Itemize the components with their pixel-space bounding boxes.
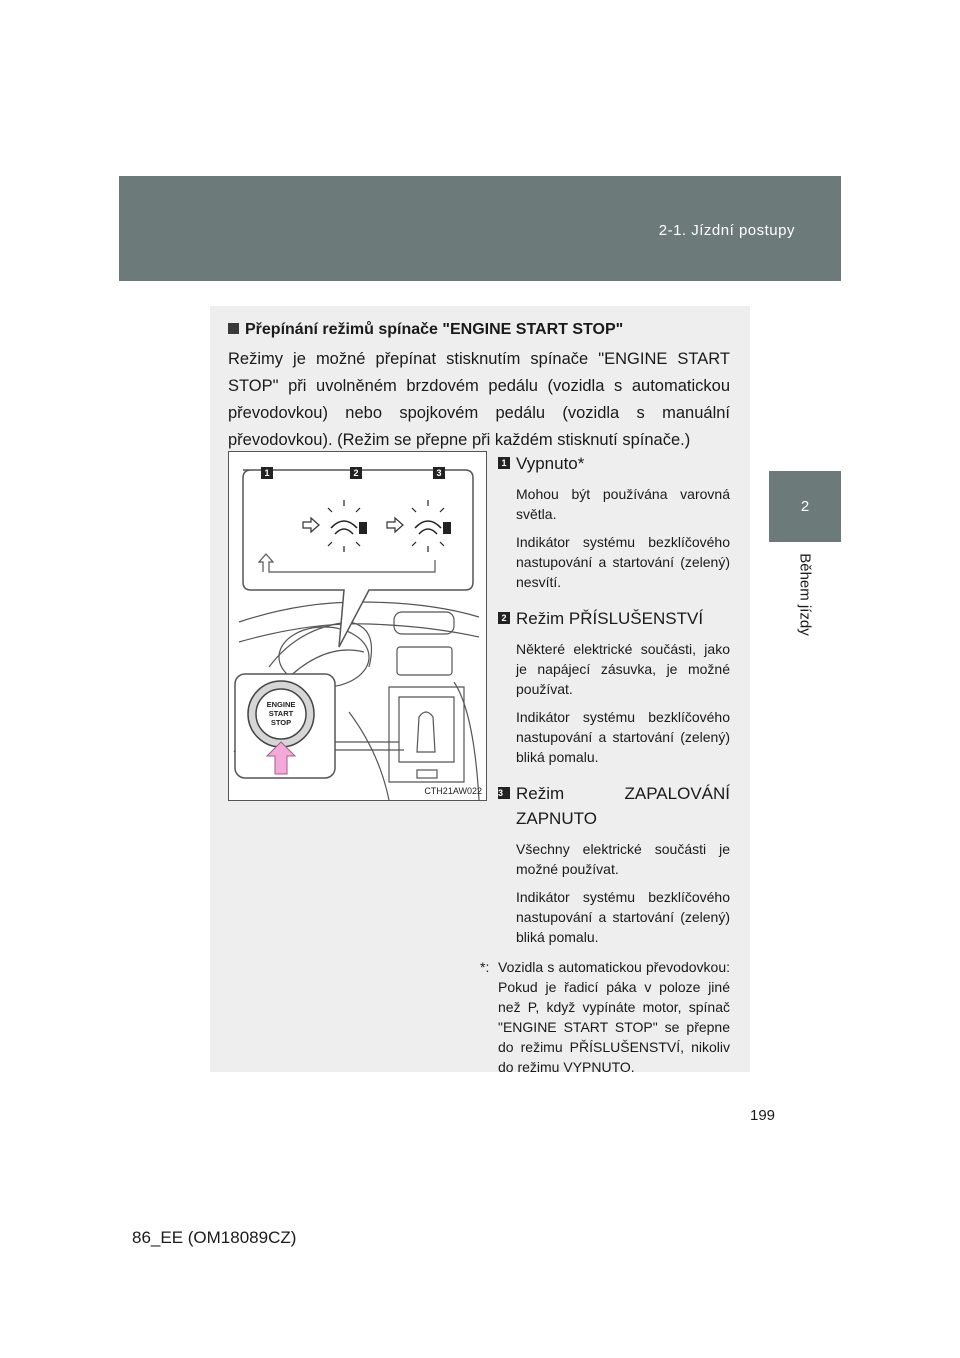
mode-desc: Indikátor systému bezklíčového nastupování a startování (zelený) nesvítí. bbox=[516, 534, 730, 590]
figure-badge-1: 1 bbox=[261, 467, 273, 479]
dashboard-illustration bbox=[228, 451, 487, 801]
footnote-text: Vozidla s automatickou převodovkou: Pokud je řadicí páka v poloze jiné než P, když vypínáte motor, spínač "ENGINE START STOP" se přepne do režimu PŘÍSLUŠENSTVÍ, nikoliv do režimu VYPNUTO. bbox=[498, 959, 730, 1075]
mode-badge: 2 bbox=[498, 612, 510, 624]
footnote-mark: *: bbox=[480, 959, 490, 975]
section-heading-text: Přepínání režimů spínače "ENGINE START STOP" bbox=[245, 321, 624, 338]
mode-accessory bbox=[498, 606, 730, 767]
mode-badge: 3 bbox=[498, 787, 510, 799]
mode-title: Režim ZAPALOVÁNÍ ZAPNUTO bbox=[516, 784, 730, 828]
content-panel bbox=[210, 306, 750, 1075]
mode-title: Vypnuto* bbox=[516, 454, 585, 473]
document-code: 86_EE (OM18089CZ) bbox=[132, 1228, 297, 1247]
heading-square-icon bbox=[228, 323, 239, 334]
footnote bbox=[480, 957, 730, 1077]
illustration-drawing bbox=[229, 452, 486, 800]
mode-desc: Některé elektrické součásti, jako je napájecí zásuvka, je možné používat. bbox=[516, 641, 730, 697]
mode-desc: Indikátor systému bezklíčového nastupování a startování (zelený) bliká pomalu. bbox=[516, 889, 730, 945]
figure-badge-2: 2 bbox=[350, 467, 362, 479]
chapter-tab-label: Během jízdy bbox=[796, 553, 814, 636]
chapter-tab-number: 2 bbox=[800, 498, 810, 515]
mode-list bbox=[480, 451, 730, 1077]
engine-start-stop-button-label: ENGINE START STOP bbox=[266, 700, 296, 727]
header-band bbox=[119, 176, 841, 281]
mode-title: Režim PŘÍSLUŠENSTVÍ bbox=[516, 609, 704, 628]
page-number: 199 bbox=[750, 1107, 776, 1124]
chapter-tab[interactable] bbox=[769, 471, 841, 542]
mode-desc: Indikátor systému bezklíčového nastupování a startování (zelený) bliká pomalu. bbox=[516, 709, 730, 765]
mode-off bbox=[498, 451, 730, 592]
intro-paragraph: Režimy je možné přepínat stisknutím spínače "ENGINE START STOP" při uvolněném brzdovém pedálu (vozidla s automatickou převodovkou) nebo spojkovém pedálu (vozidla s manuální převodovkou). (Režim se přepne při každém stisknutí spínače.) bbox=[228, 350, 730, 449]
figure-code: CTH21AW022 bbox=[424, 786, 482, 796]
mode-badge: 1 bbox=[498, 457, 510, 469]
chapter-title: 2-1. Jízdní postupy bbox=[658, 222, 795, 239]
section-heading bbox=[228, 321, 623, 339]
mode-desc: Mohou být používána varovná světla. bbox=[516, 486, 730, 522]
mode-ignition-on bbox=[498, 781, 730, 947]
figure-badge-3: 3 bbox=[433, 467, 445, 479]
mode-desc: Všechny elektrické součásti je možné používat. bbox=[516, 841, 730, 877]
